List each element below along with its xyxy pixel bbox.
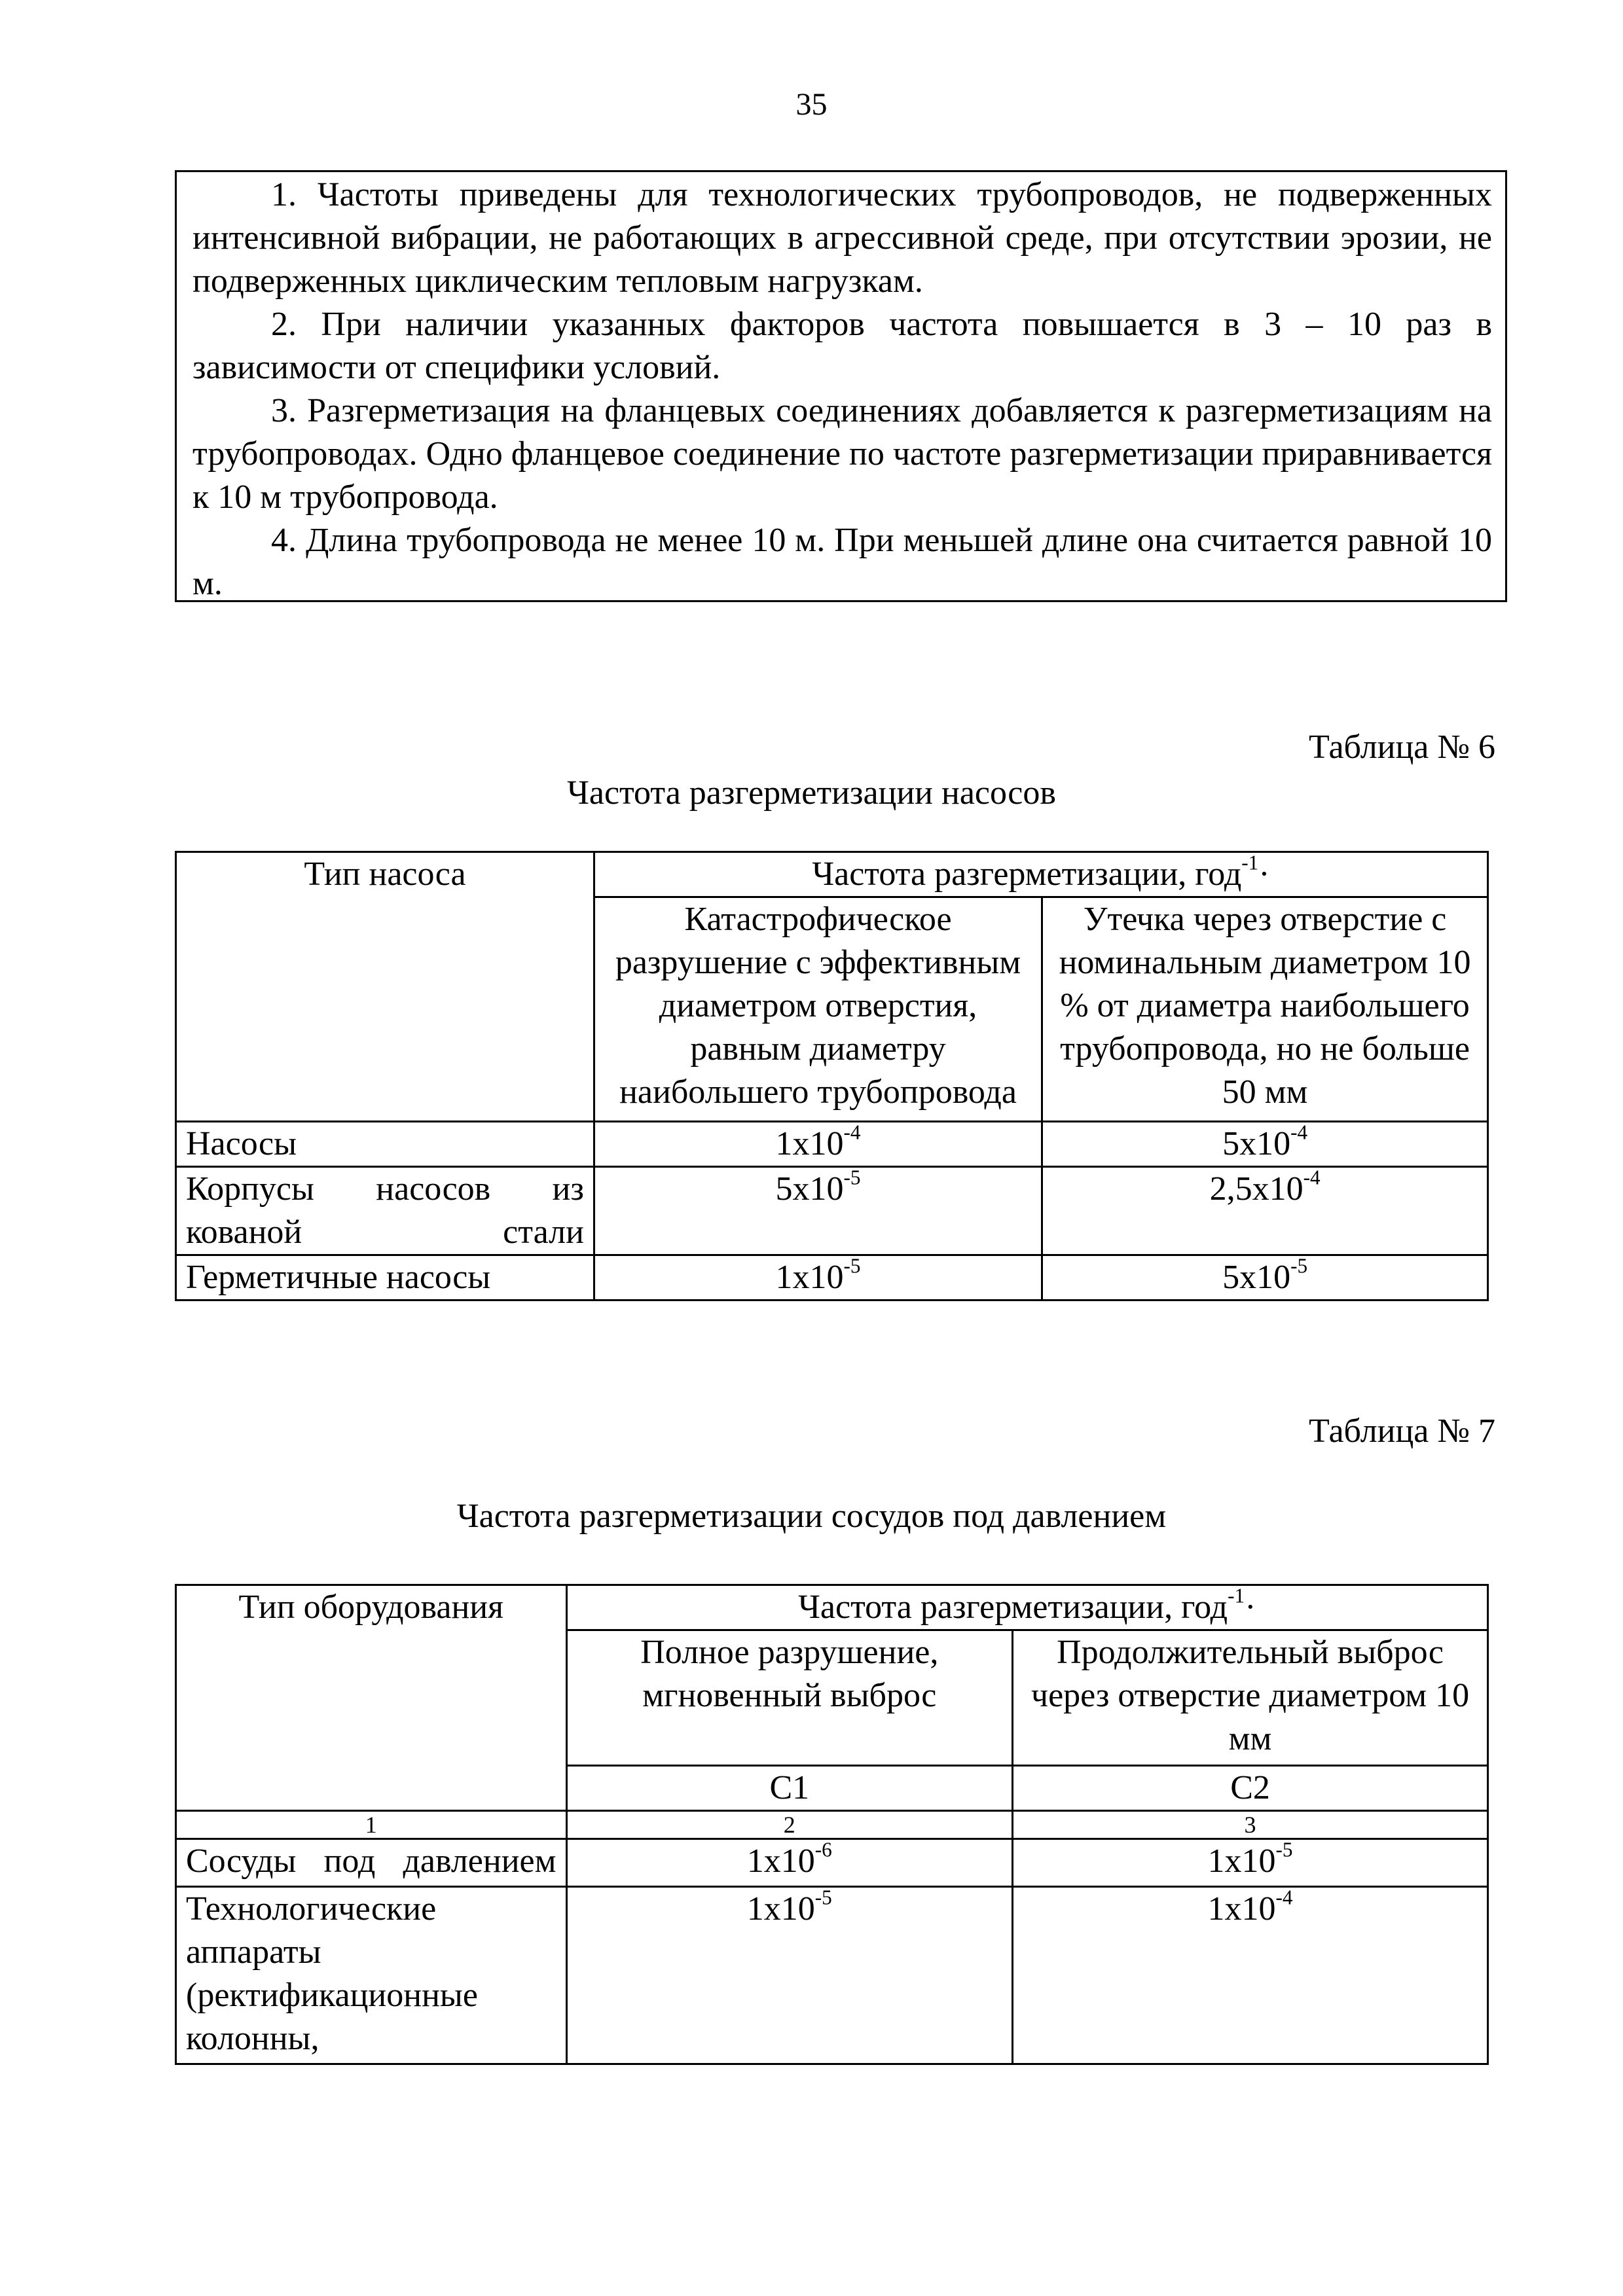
table6-header-type: Тип насоса xyxy=(176,852,594,1122)
table-row xyxy=(176,1122,1488,1167)
table6-row-value: $5x10^{-5}$ xyxy=(1042,1255,1488,1300)
note-4: 4. Длина трубопровода не менее 10 м. При меньшей длине она считается равной 10 м. xyxy=(192,522,1492,602)
table7-label: Таблица № 7 xyxy=(1308,1412,1495,1450)
table6-row-value: $1x10^{-4}$ xyxy=(594,1122,1042,1167)
table6-title: Частота разгерметизации насосов xyxy=(567,774,1056,812)
table6-row-name: Герметичные насосы xyxy=(176,1255,594,1300)
table7-code-c2: C2 xyxy=(1013,1766,1488,1811)
table7 xyxy=(175,1584,1489,2065)
table6-row-value: $5x10^{-4}$ xyxy=(1042,1122,1488,1167)
table7-row-value: $1x10^{-4}$ xyxy=(1013,1887,1488,2064)
table7-subheader-prolonged: Продолжительный выброс через отверстие диаметром 10 мм xyxy=(1013,1630,1488,1766)
table-row xyxy=(176,1167,1488,1255)
table-row xyxy=(176,1255,1488,1300)
table6 xyxy=(175,851,1489,1301)
table7-row-name: Технологические аппараты (ректификационные колонны, xyxy=(176,1887,567,2064)
table7-col-number: 3 xyxy=(1013,1811,1488,1839)
table6-row-value: $1x10^{-5}$ xyxy=(594,1255,1042,1300)
table6-row-value: $5x10^{-5}$ xyxy=(594,1167,1042,1255)
table7-row-value: $1x10^{-6}$ xyxy=(566,1839,1013,1887)
table7-code-c1: C1 xyxy=(566,1766,1013,1811)
table7-title: Частота разгерметизации сосудов под давлением xyxy=(456,1498,1167,1535)
table7-col-number: 2 xyxy=(566,1811,1013,1839)
table7-header-type: Тип оборудования xyxy=(176,1585,567,1811)
table7-header-freq: Частота разгерметизации, год$^{-1}$· xyxy=(566,1585,1487,1630)
note-1: 1. Частоты приведены для технологических трубопроводов, не подверженных интенсивной вибрации, не работающих в агрессивной среде, при отсутствии эрозии, не подверженных циклическим тепловым нагрузкам. xyxy=(192,176,1492,300)
note-2: 2. При наличии указанных факторов частота повышается в 3 – 10 раз в зависимости от специфики условий. xyxy=(192,306,1492,386)
table7-subheader-full: Полное разрушение, мгновенный выброс xyxy=(566,1630,1013,1766)
table6-row-name: Корпусы насосов из кованой стали xyxy=(176,1167,594,1255)
table6-row-name: Насосы xyxy=(176,1122,594,1167)
table6-subheader-catastrophic: Катастрофическое разрушение с эффективным диаметром отверстия, равным диаметру наибольшего трубопровода xyxy=(594,897,1042,1122)
table6-row-value: $2,5x10^{-4}$ xyxy=(1042,1167,1488,1255)
note-3: 3. Разгерметизация на фланцевых соединениях добавляется к разгерметизациям на трубопроводах. Одно фланцевое соединение по частоте разгерметизации приравнивается к 10 м трубопровода. xyxy=(192,392,1492,516)
table6-subheader-leak: Утечка через отверстие с номинальным диаметром 10 % от диаметра наибольшего трубопровода, но не больше 50 мм xyxy=(1042,897,1488,1122)
table6-header-freq: Частота разгерметизации, год$^{-1}$· xyxy=(594,852,1487,897)
table7-row-value: $1x10^{-5}$ xyxy=(1013,1839,1488,1887)
notes-box xyxy=(175,170,1507,602)
page-number: 35 xyxy=(795,87,828,122)
table7-row-value: $1x10^{-5}$ xyxy=(566,1887,1013,2064)
table6-label: Таблица № 6 xyxy=(1308,728,1495,766)
table-row xyxy=(176,1887,1488,2064)
table7-row-name: Сосуды под давлением xyxy=(176,1839,567,1887)
table-row xyxy=(176,1839,1488,1887)
table7-col-number: 1 xyxy=(176,1811,567,1839)
